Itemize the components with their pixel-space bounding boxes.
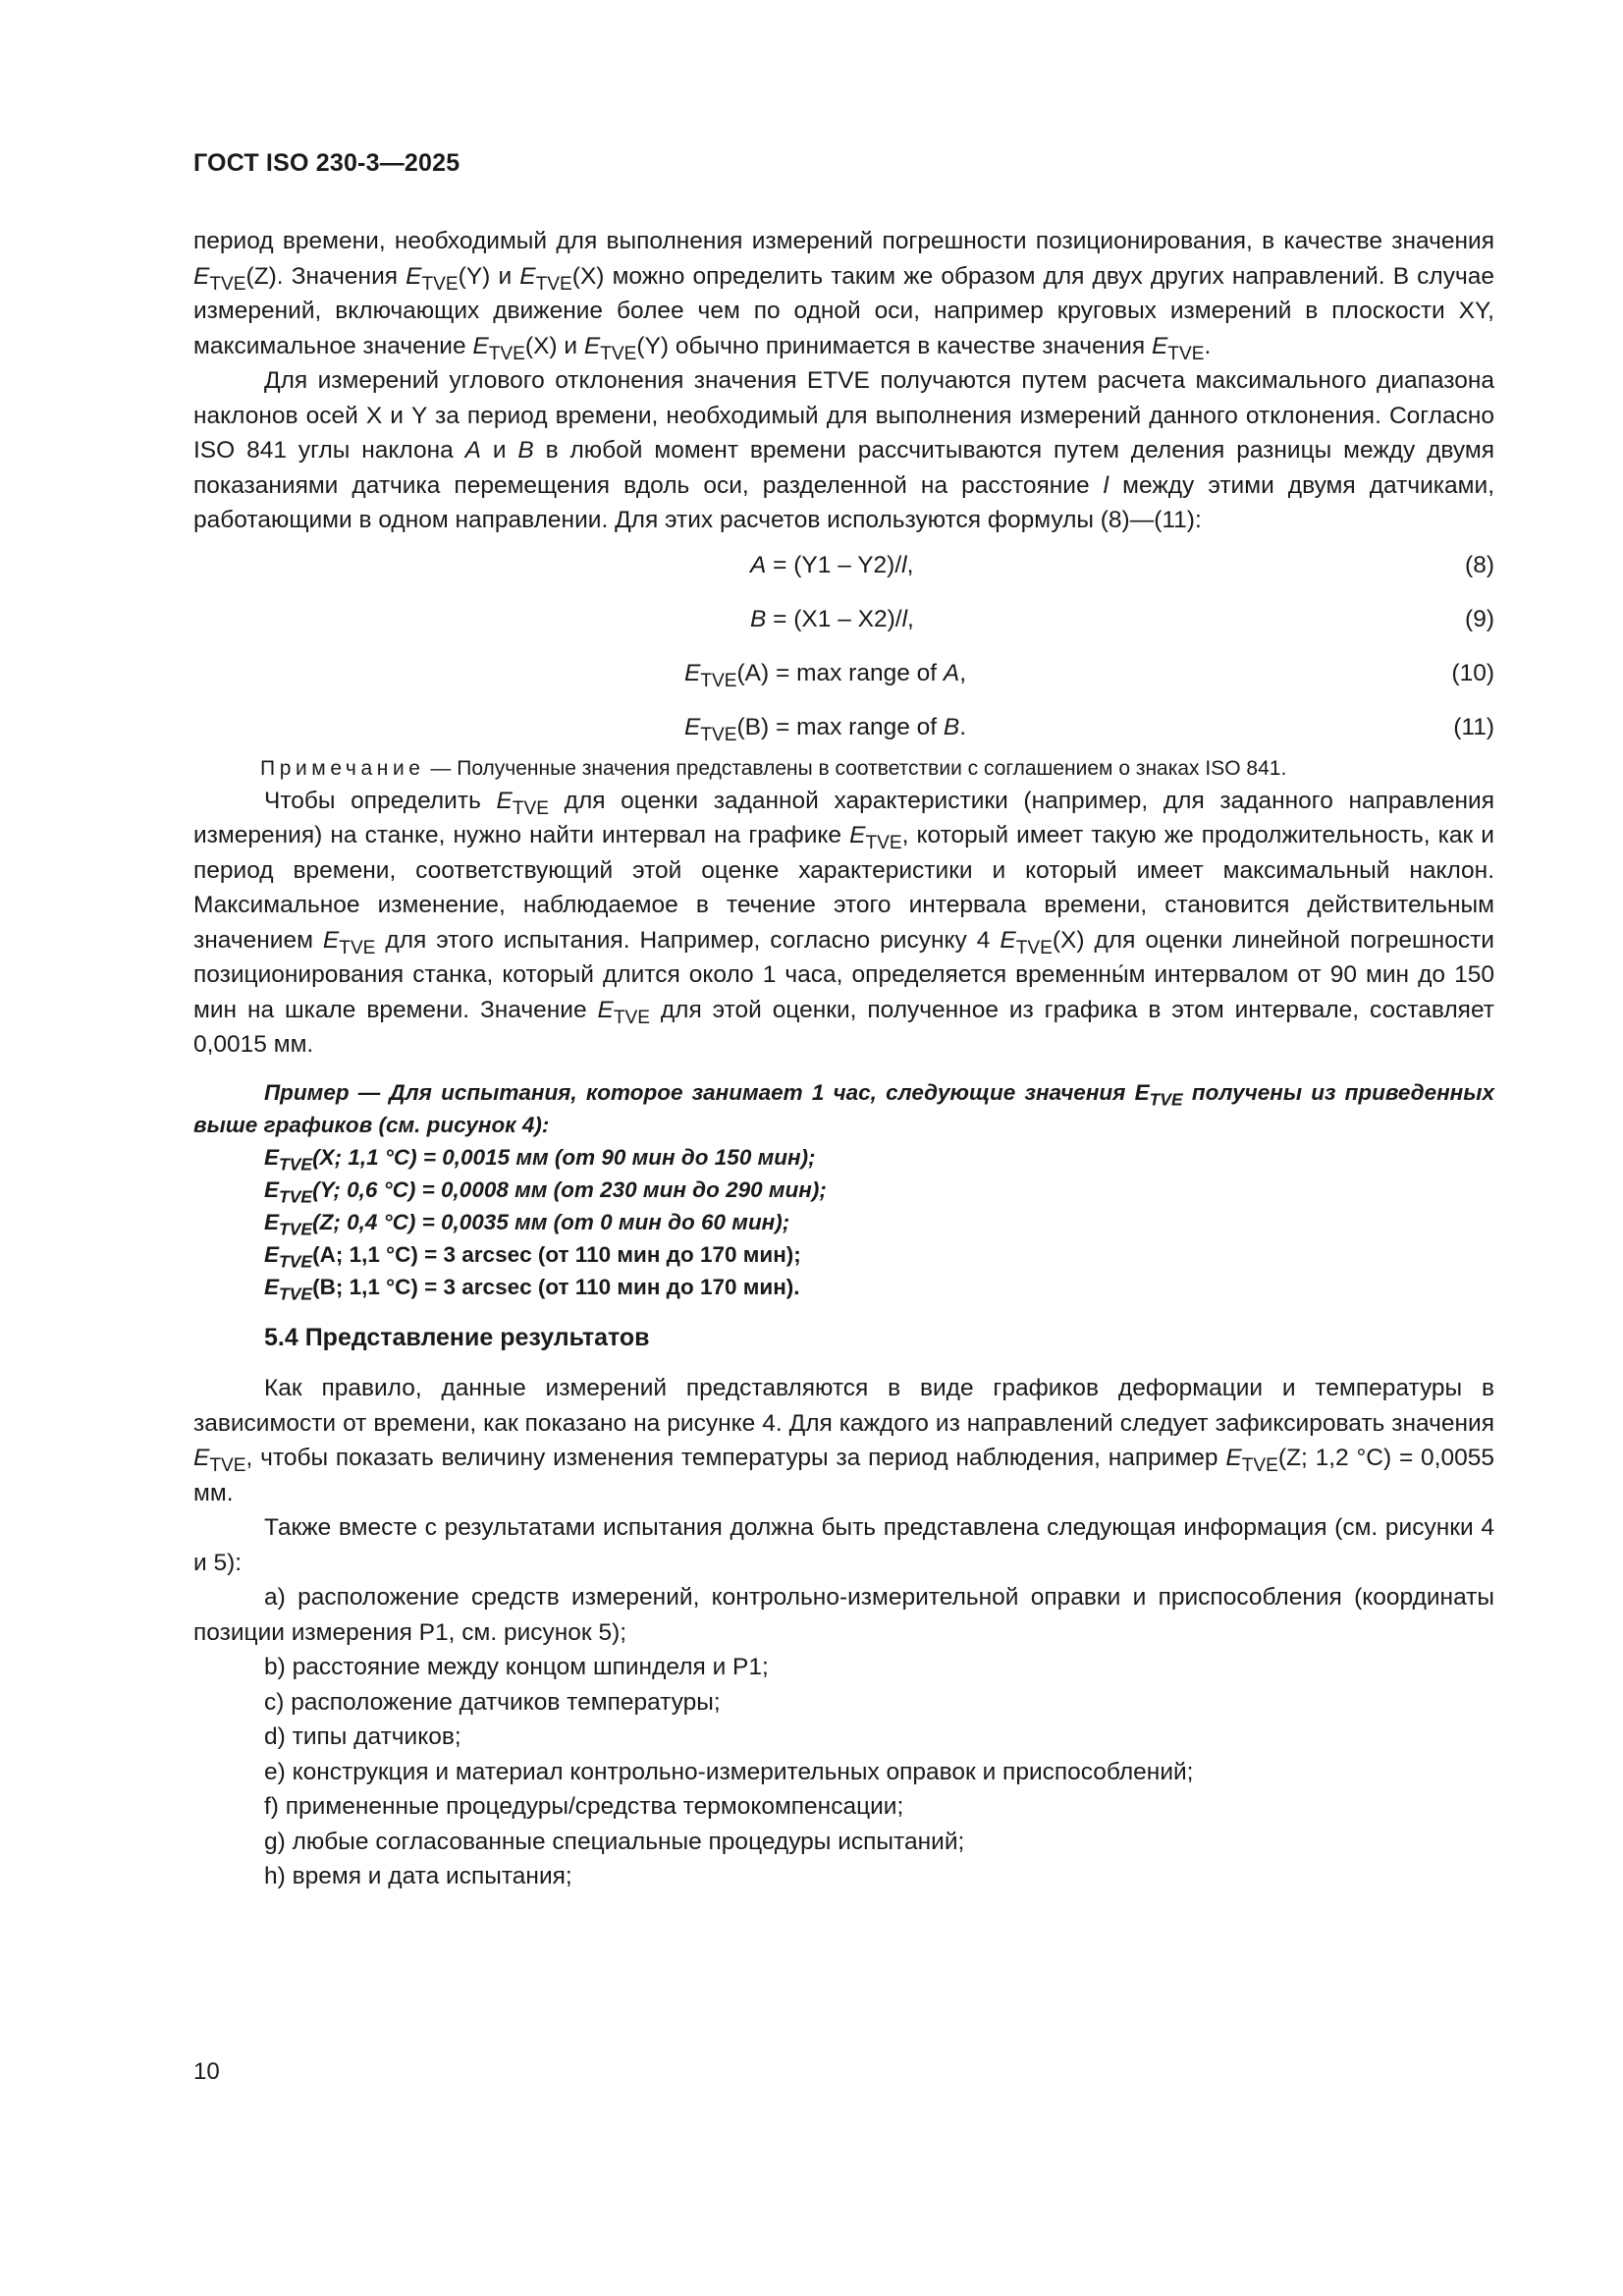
formula-number: (11) bbox=[1453, 713, 1494, 740]
formula-8 bbox=[193, 538, 1494, 592]
formula-11 bbox=[193, 700, 1494, 754]
note bbox=[193, 754, 1494, 784]
list-item: a) расположение средств измерений, контрольно-измерительной оправки и приспособления (координаты позиции измерения P1, см. рисунок 5); bbox=[193, 1584, 1494, 1646]
paragraph-presentation: Как правило, данные измерений представляются в виде графиков деформации и температуры в зависимости от времени, как показано на рисунке 4. Для каждого из направлений следует зафиксировать значения $E_{TVE}$, чтобы показать величину изменения температуры за период наблюдения, например $E_{TVE}(Z$; 1,2 °C) = 0,0055 мм. bbox=[193, 1375, 1494, 1506]
example-line: $E_{TVE}(A$; 1,1 °C) = 3 arcsec (от 110 мин до 170 мин); bbox=[264, 1241, 801, 1272]
note-label: Примечание bbox=[260, 756, 425, 780]
formula-expression: A = (Y1 – Y2)/l, bbox=[750, 551, 914, 578]
document-header: ГОСТ ISO 230-3—2025 bbox=[193, 149, 460, 177]
list-item: f) примененные процедуры/средства термокомпенсации; bbox=[264, 1793, 904, 1820]
list-item: h) время и дата испытания; bbox=[264, 1863, 572, 1889]
page-content bbox=[193, 224, 1494, 1894]
section-title: 5.4 Представление результатов bbox=[264, 1323, 650, 1351]
list-item: e) конструкция и материал контрольно-измерительных оправок и приспособлений; bbox=[264, 1758, 1194, 1785]
note-text: — Полученные значения представлены в соответствии с соглашением о знаках ISO 841. bbox=[424, 756, 1287, 780]
paragraph-etve-definition: период времени, необходимый для выполнения измерений погрешности позиционирования, в качестве значения $E_{TVE}(Z)$. Значения $E_{TVE}(Y)$ и $E_{TVE}(X)$ можно определить таким же образом для двух других направлений. В случае измерений, включающих движение более чем по одной оси, например круговых измерений в плоскости XY, максимальное значение $E_{TVE}(X)$ и $E_{TVE}(Y)$ обычно принимается в качестве значения $E_{TVE}$. bbox=[193, 228, 1494, 364]
paragraph-angular-deviation: Для измерений углового отклонения значения ETVE получаются путем расчета максимального диапазона наклонов осей X и Y за период времени, необходимый для выполнения измерений данного отклонения. Согласно ISO 841 углы наклона A и B в любой момент времени рассчитываются путем деления разницы между двумя показаниями датчика перемещения вдоль оси, разделенной на расстояние l между этими двумя датчиками, работающими в одном направлении. Для этих расчетов используются формулы (8)—(11): bbox=[193, 367, 1495, 533]
formula-expression: B = (X1 – X2)/l, bbox=[750, 605, 914, 632]
list-item: b) расстояние между концом шпинделя и P1; bbox=[264, 1654, 769, 1680]
example-line: $E_{TVE}(Y$; 0,6 °C) = 0,0008 мм (от 230 мин до 290 мин); bbox=[264, 1176, 827, 1207]
example-line: $E_{TVE}(X$; 1,1 °C) = 0,0015 мм (от 90 мин до 150 мин); bbox=[264, 1144, 816, 1175]
formula-number: (10) bbox=[1451, 659, 1494, 686]
formula-9 bbox=[193, 592, 1494, 646]
example-line: $E_{TVE}(B$; 1,1 °C) = 3 arcsec (от 110 мин до 170 мин). bbox=[264, 1274, 800, 1304]
formula-number: (8) bbox=[1465, 551, 1494, 578]
example-lead: Пример — Для испытания, которое занимает 1 час, следующие значения $E_{TVE}$ получены из приведенных выше графиков (см. рисунок 4): bbox=[193, 1079, 1495, 1137]
formula-expression: $E_{TVE}(B) = \max$ range of B. bbox=[684, 713, 967, 745]
list-item: g) любые согласованные специальные процедуры испытаний; bbox=[264, 1828, 965, 1855]
list-item: d) типы датчиков; bbox=[264, 1723, 461, 1750]
formula-number: (9) bbox=[1465, 605, 1494, 632]
paragraph-information: Также вместе с результатами испытания должна быть представлена следующая информация (см. рисунки 4 и 5): bbox=[193, 1514, 1494, 1576]
list-item: c) расположение датчиков температуры; bbox=[264, 1688, 721, 1716]
example-line: $E_{TVE}(Z$; 0,4 °C) = 0,0035 мм (от 0 мин до 60 мин); bbox=[264, 1209, 790, 1239]
page-number: 10 bbox=[193, 2058, 220, 2085]
example-block bbox=[193, 1076, 1494, 1303]
formula-expression: $E_{TVE}(A) = \max$ range of A, bbox=[684, 659, 967, 691]
formula-10 bbox=[193, 646, 1494, 700]
paragraph-etve-interval: Чтобы определить $E_{TVE}$ для оценки заданной характеристики (например, для заданного направления измерения) на станке, нужно найти интервал на графике $E_{TVE}$, который имеет такую же продолжительность, как и период времени, соответствующий этой оценке характеристики и который имеет максимальный наклон. Максимальное изменение, наблюдаемое в течение этого интервала времени, становится действительным значением $E_{TVE}$ для этого испытания. Например, согласно рисунку 4 $E_{TVE}(X)$ для оценки линейной погрешности позиционирования станка, который длится около 1 часа, определяется временны́м интервалом от 90 мин до 150 мин на шкале времени. Значение $E_{TVE}$ для этой оценки, полученное из графика в этом интервале, составляет 0,0015 мм. bbox=[193, 787, 1494, 1058]
